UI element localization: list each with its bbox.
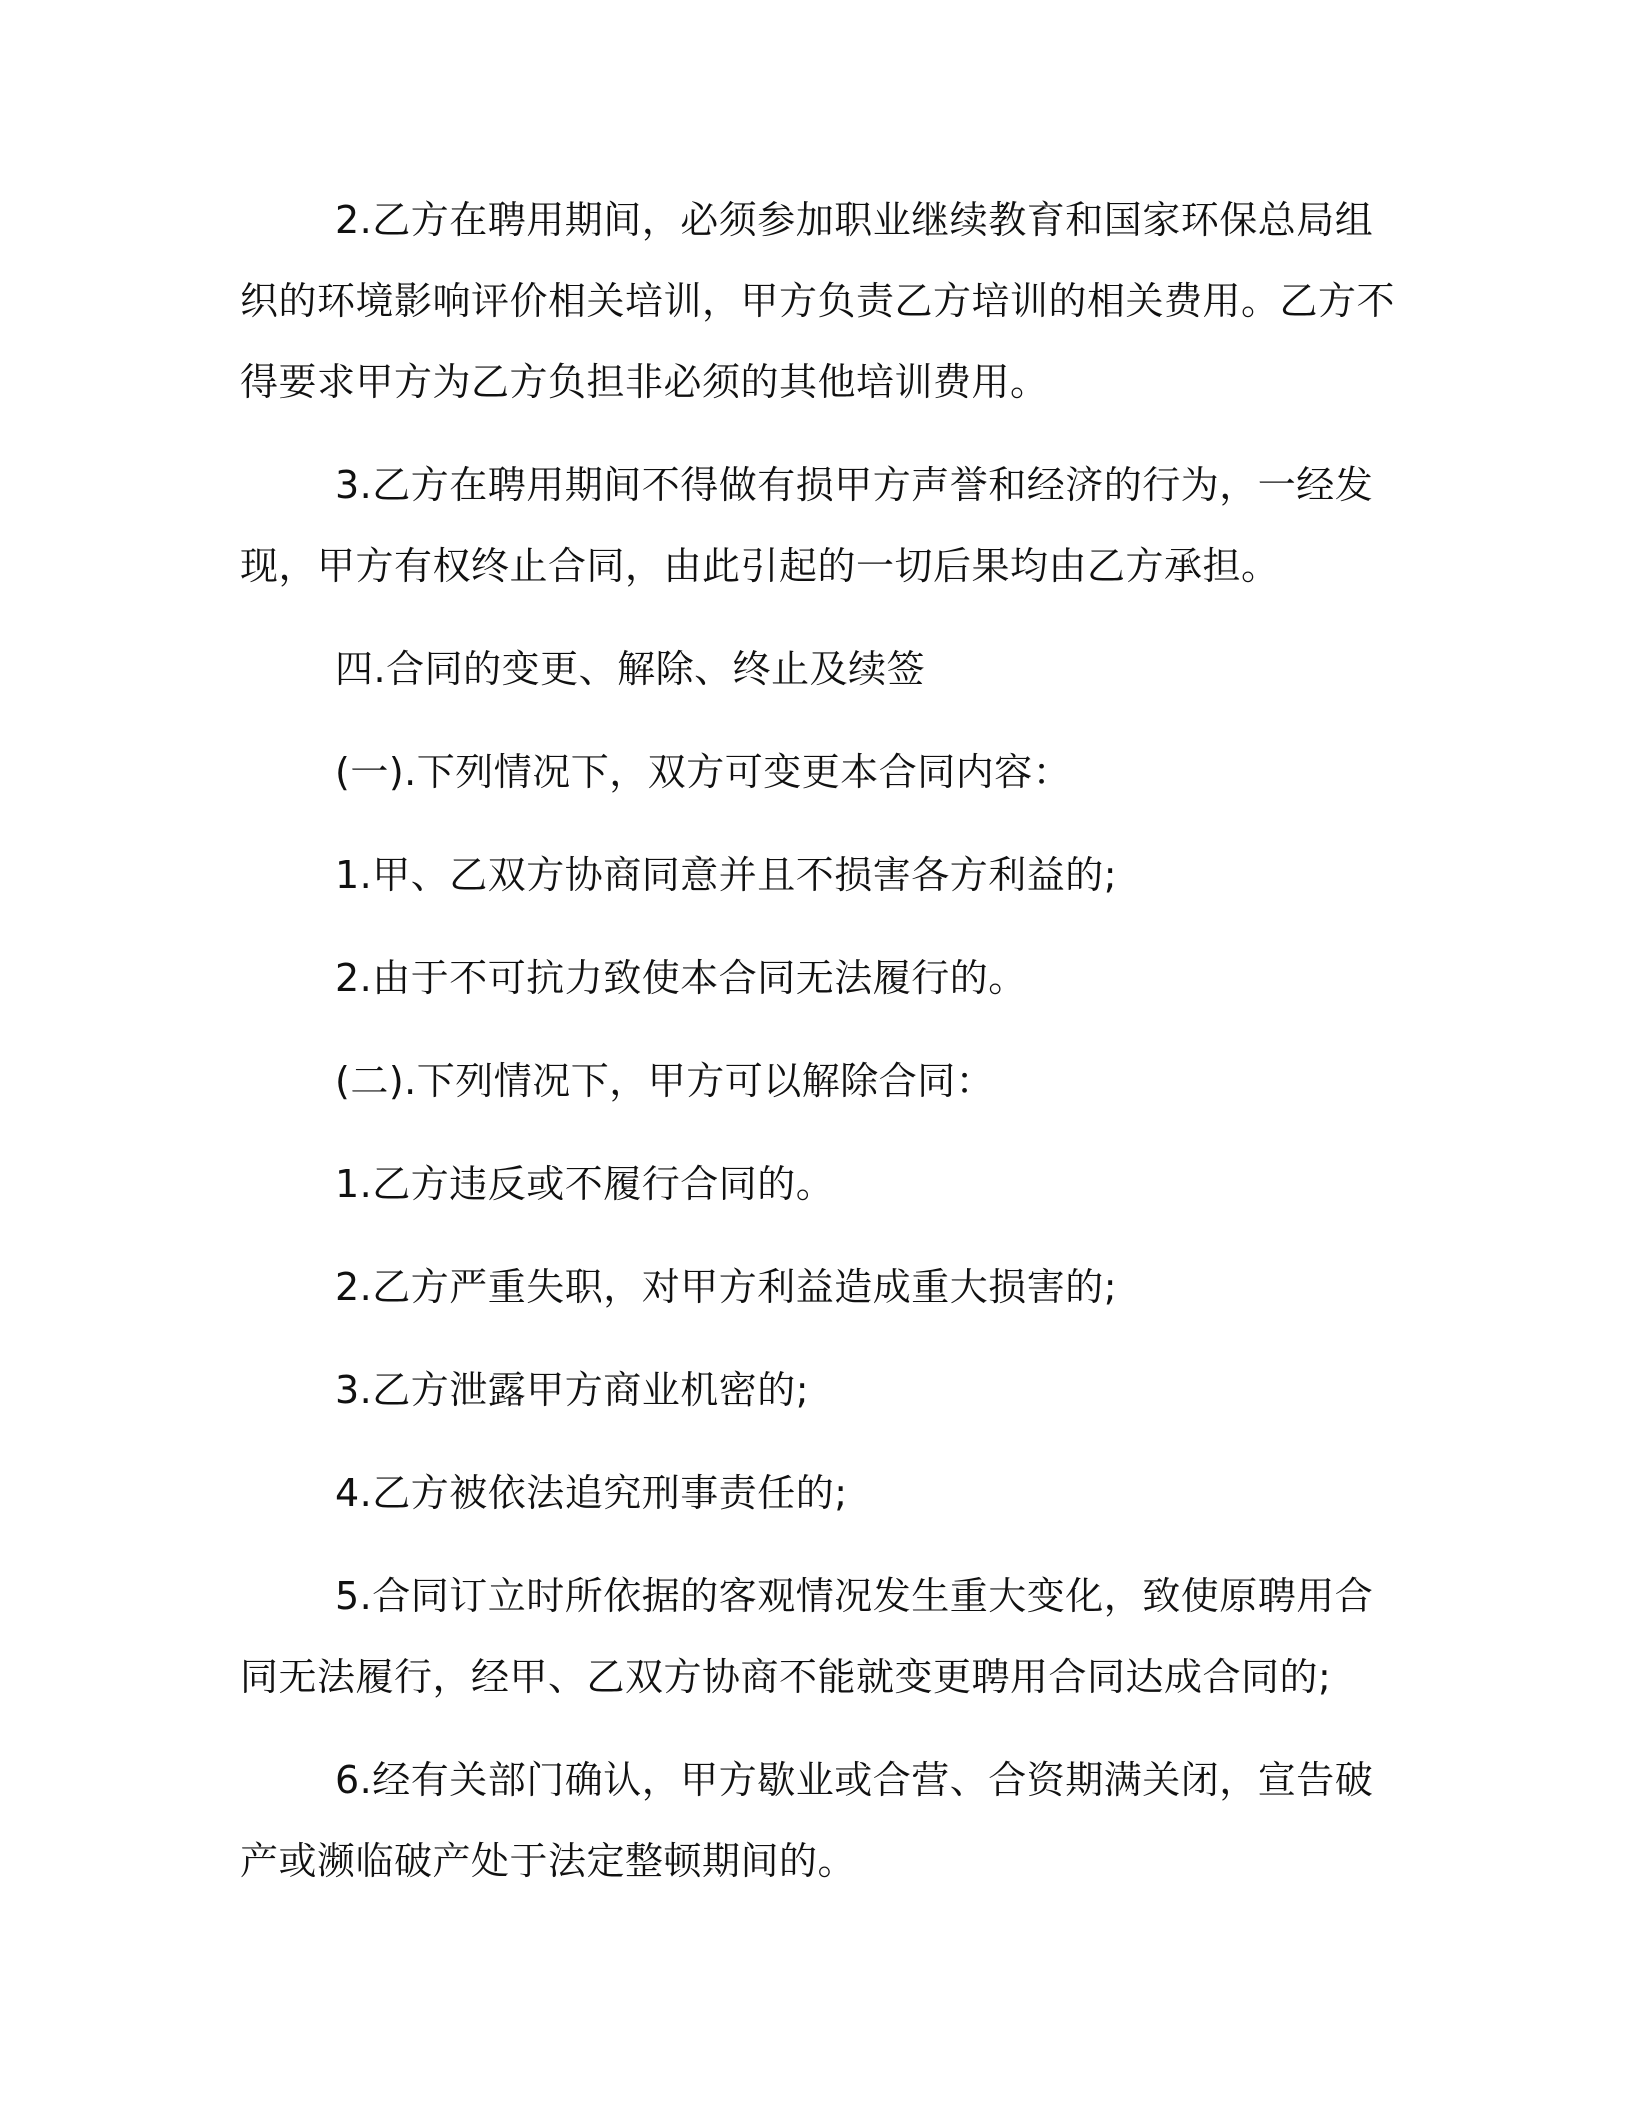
subsection-heading-change: (一).下列情况下，双方可变更本合同内容：	[335, 750, 1072, 794]
list-item-change-1: 1.甲、乙双方协商同意并且不损害各方利益的;	[335, 853, 1118, 897]
section-heading-four: 四.合同的变更、解除、终止及续签	[335, 647, 926, 691]
document-body	[240, 180, 1395, 1902]
list-item-termination-2: 2.乙方严重失职，对甲方利益造成重大损害的;	[335, 1265, 1118, 1309]
list-item-termination-5: 5.合同订立时所依据的客观情况发生重大变化，致使原聘用合同无法履行，经甲、乙双方协商不能就变更聘用合同达成合同的;	[240, 1574, 1374, 1699]
list-item-change-2: 2.由于不可抗力致使本合同无法履行的。	[335, 956, 1027, 1000]
list-item-termination-3: 3.乙方泄露甲方商业机密的;	[335, 1368, 810, 1412]
list-item-termination-4: 4.乙方被依法追究刑事责任的;	[335, 1471, 848, 1515]
list-item-termination-1: 1.乙方违反或不履行合同的。	[335, 1162, 835, 1206]
paragraph-training: 2.乙方在聘用期间，必须参加职业继续教育和国家环保总局组织的环境影响评价相关培训，甲方负责乙方培训的相关费用。乙方不得要求甲方为乙方负担非必须的其他培训费用。	[240, 198, 1396, 404]
subsection-heading-termination: (二).下列情况下，甲方可以解除合同：	[335, 1059, 995, 1103]
paragraph-conduct: 3.乙方在聘用期间不得做有损甲方声誉和经济的行为，一经发现，甲方有权终止合同，由此引起的一切后果均由乙方承担。	[240, 463, 1374, 588]
list-item-termination-6: 6.经有关部门确认，甲方歇业或合营、合资期满关闭，宣告破产或濒临破产处于法定整顿期间的。	[240, 1758, 1374, 1883]
